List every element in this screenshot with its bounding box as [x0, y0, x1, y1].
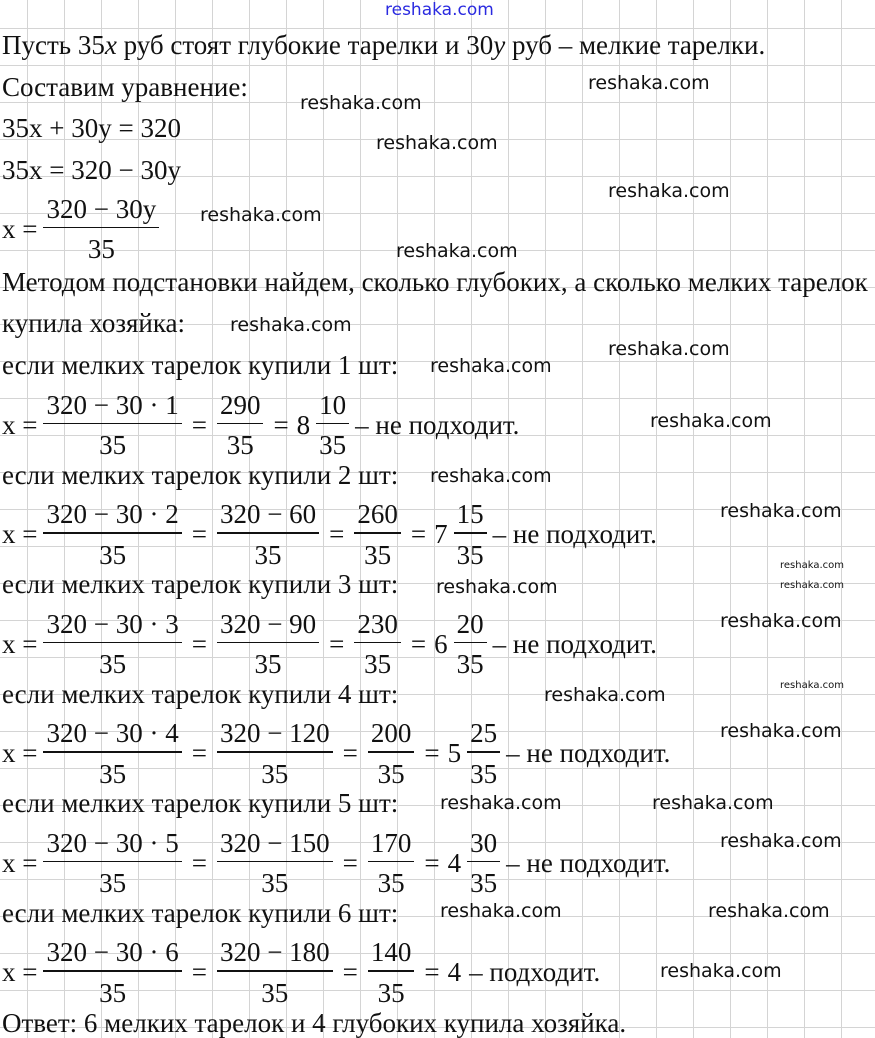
- numerator: 10: [319, 389, 347, 420]
- fraction: [467, 828, 500, 899]
- fraction: [217, 390, 264, 461]
- lhs: x =: [2, 847, 38, 878]
- numerator: 140: [370, 937, 412, 968]
- fraction: [43, 194, 159, 265]
- whole-part: 8: [296, 409, 311, 440]
- denominator: 35: [364, 649, 392, 680]
- fraction: [217, 609, 319, 680]
- fraction: [43, 718, 181, 789]
- method-line-2: купила хозяйка:: [2, 308, 186, 338]
- var-x: x: [104, 30, 117, 60]
- watermark: reshaka.com: [608, 180, 730, 202]
- watermark: reshaka.com: [720, 720, 842, 742]
- watermark: reshaka.com: [230, 314, 352, 336]
- equation-1: 35x + 30y = 320: [2, 113, 181, 143]
- verdict: – не подходит.: [492, 519, 657, 549]
- denominator: 35: [456, 649, 484, 680]
- case-label: если мелких тарелок купили 3 шт:: [2, 569, 399, 599]
- watermark: reshaka.com: [440, 900, 562, 922]
- fraction: [467, 718, 500, 789]
- fraction: [454, 609, 487, 680]
- numerator: 320 − 30 · 2: [46, 499, 179, 530]
- equals-sign: =: [191, 847, 207, 878]
- case-label: если мелких тарелок купили 1 шт:: [2, 350, 399, 380]
- denominator: 35: [261, 758, 289, 789]
- fraction: [368, 937, 415, 1008]
- watermark: reshaka.com: [440, 792, 562, 814]
- numerator: 170: [370, 827, 412, 858]
- equals-sign: =: [424, 847, 440, 878]
- equals-sign: =: [410, 519, 427, 549]
- watermark: reshaka.com: [376, 132, 498, 154]
- watermark: reshaka.com: [708, 900, 830, 922]
- watermark: reshaka.com: [430, 465, 552, 487]
- numerator: 320 − 30 · 4: [46, 718, 179, 749]
- watermark: reshaka.com: [300, 92, 422, 114]
- equals-sign: =: [410, 628, 427, 659]
- equals-sign: =: [273, 409, 289, 440]
- watermark: reshaka.com: [650, 410, 772, 432]
- equals-sign: =: [424, 738, 440, 768]
- denominator: 35: [319, 430, 347, 461]
- denominator: 35: [87, 234, 115, 265]
- denominator: 35: [99, 758, 127, 789]
- case-label: если мелких тарелок купили 5 шт:: [2, 788, 399, 818]
- fraction: [43, 499, 181, 570]
- denominator: 35: [99, 868, 127, 899]
- equals-sign: =: [329, 519, 345, 549]
- case-label: если мелких тарелок купили 6 шт:: [2, 897, 399, 928]
- denominator: 35: [261, 868, 289, 899]
- fraction: [454, 499, 487, 570]
- case-label: если мелких тарелок купили 2 шт:: [2, 459, 399, 490]
- case-label: если мелких тарелок купили 4 шт:: [2, 678, 399, 709]
- watermark: reshaka.com: [588, 72, 710, 94]
- numerator: 320 − 30y: [46, 193, 157, 224]
- whole-part: 5: [447, 738, 462, 768]
- equals-sign: =: [329, 628, 345, 659]
- denominator: 35: [226, 430, 254, 461]
- case-equation: [2, 492, 657, 578]
- equals-sign: =: [191, 409, 207, 440]
- denominator: 35: [470, 868, 498, 899]
- denominator: 35: [377, 977, 405, 1008]
- numerator: 320 − 30 · 3: [46, 608, 179, 639]
- equals-sign: =: [191, 957, 207, 987]
- denominator: 35: [377, 868, 405, 899]
- case-equation: [2, 930, 600, 1016]
- text: Пусть 35: [2, 30, 105, 60]
- equals-sign: =: [191, 628, 207, 659]
- equals-sign: =: [424, 957, 440, 987]
- numerator: 30: [470, 827, 498, 858]
- numerator: 20: [456, 608, 484, 639]
- verdict: – не подходит.: [355, 409, 520, 440]
- fraction: [43, 609, 181, 680]
- equals-sign: =: [342, 738, 358, 768]
- fraction: [43, 828, 181, 899]
- numerator: 200: [370, 718, 412, 749]
- fraction: [43, 937, 181, 1008]
- watermark: reshaka.com: [660, 960, 782, 982]
- denominator: 35: [377, 758, 405, 789]
- numerator: 320 − 30 · 5: [46, 827, 179, 858]
- intro-line: [2, 30, 765, 60]
- lhs: x =: [2, 957, 38, 987]
- fraction: [217, 718, 333, 789]
- verdict: – не подходит.: [492, 628, 657, 659]
- case-equation: [2, 711, 670, 797]
- lhs: x =: [2, 519, 38, 549]
- numerator: 320 − 30 · 6: [46, 937, 179, 968]
- watermark: reshaka.com: [720, 610, 842, 632]
- answer-line: Ответ: 6 мелких тарелок и 4 глубоких купила хозяйка.: [2, 1008, 627, 1038]
- fraction: [217, 828, 333, 899]
- fraction: [354, 499, 401, 570]
- lhs: x =: [2, 628, 38, 659]
- numerator: 260: [357, 499, 398, 530]
- denominator: 35: [456, 539, 484, 570]
- denominator: 35: [99, 649, 127, 680]
- whole-part: 7: [434, 519, 448, 549]
- denominator: 35: [364, 539, 392, 570]
- equals-sign: =: [342, 957, 358, 987]
- denominator: 35: [254, 649, 282, 680]
- numerator: 320 − 150: [219, 827, 330, 858]
- text: руб стоят глубокие тарелки и 30: [116, 30, 494, 60]
- whole-part: 6: [434, 628, 448, 659]
- equation-2: 35x = 320 − 30y: [2, 155, 181, 185]
- watermark: reshaka.com: [780, 680, 844, 691]
- lhs: x =: [2, 738, 38, 768]
- denominator: 35: [254, 539, 282, 570]
- numerator: 320 − 120: [219, 718, 330, 749]
- numerator: 15: [456, 499, 484, 530]
- denominator: 35: [99, 539, 127, 570]
- watermark: reshaka.com: [608, 338, 730, 360]
- fraction: [316, 390, 349, 461]
- watermark: reshaka.com: [652, 792, 774, 814]
- equals-sign: =: [191, 738, 207, 768]
- watermark: reshaka.com: [544, 684, 666, 706]
- fraction: [354, 609, 401, 680]
- watermark: reshaka.com: [720, 500, 842, 522]
- fraction: [217, 499, 319, 570]
- watermark: reshaka.com: [436, 576, 558, 598]
- denominator: 35: [470, 758, 498, 789]
- fraction: [43, 390, 181, 461]
- verdict: – подходит.: [469, 957, 601, 987]
- text: руб – мелкие тарелки.: [505, 30, 766, 60]
- denominator: 35: [99, 430, 127, 461]
- var-y: y: [493, 30, 506, 60]
- case-equation: [2, 820, 670, 906]
- watermark: reshaka.com: [430, 355, 552, 377]
- numerator: 320 − 180: [219, 937, 330, 968]
- watermark: reshaka.com: [720, 830, 842, 852]
- fraction: [368, 718, 415, 789]
- watermark: reshaka.com: [780, 560, 844, 571]
- fraction: [368, 828, 415, 899]
- numerator: 320 − 60: [219, 499, 317, 530]
- equation-3: [2, 186, 165, 272]
- method-line-1: Методом подстановки найдем, сколько глубоких, а сколько мелких тарелок: [2, 267, 868, 297]
- case-equation: [2, 601, 657, 687]
- watermark: reshaka.com: [200, 204, 322, 226]
- equals-sign: =: [191, 519, 207, 549]
- numerator: 290: [219, 389, 261, 420]
- watermark: reshaka.com: [396, 240, 518, 262]
- denominator: 35: [261, 977, 289, 1008]
- fraction: [217, 937, 333, 1008]
- watermark: reshaka.com: [780, 580, 844, 591]
- compose-line: Составим уравнение:: [2, 72, 248, 102]
- denominator: 35: [99, 977, 127, 1008]
- case-equation: [2, 382, 519, 468]
- watermark: reshaka.com: [385, 0, 494, 20]
- numerator: 320 − 30 · 1: [46, 389, 179, 420]
- equals-sign: =: [342, 847, 358, 878]
- verdict: – не подходит.: [506, 847, 671, 878]
- verdict: – не подходит.: [506, 738, 671, 768]
- whole-part: 4: [447, 957, 462, 987]
- lhs: x =: [2, 213, 38, 244]
- numerator: 320 − 90: [219, 608, 317, 639]
- numerator: 25: [470, 718, 498, 749]
- lhs: x =: [2, 409, 38, 440]
- whole-part: 4: [447, 847, 462, 878]
- numerator: 230: [357, 608, 398, 639]
